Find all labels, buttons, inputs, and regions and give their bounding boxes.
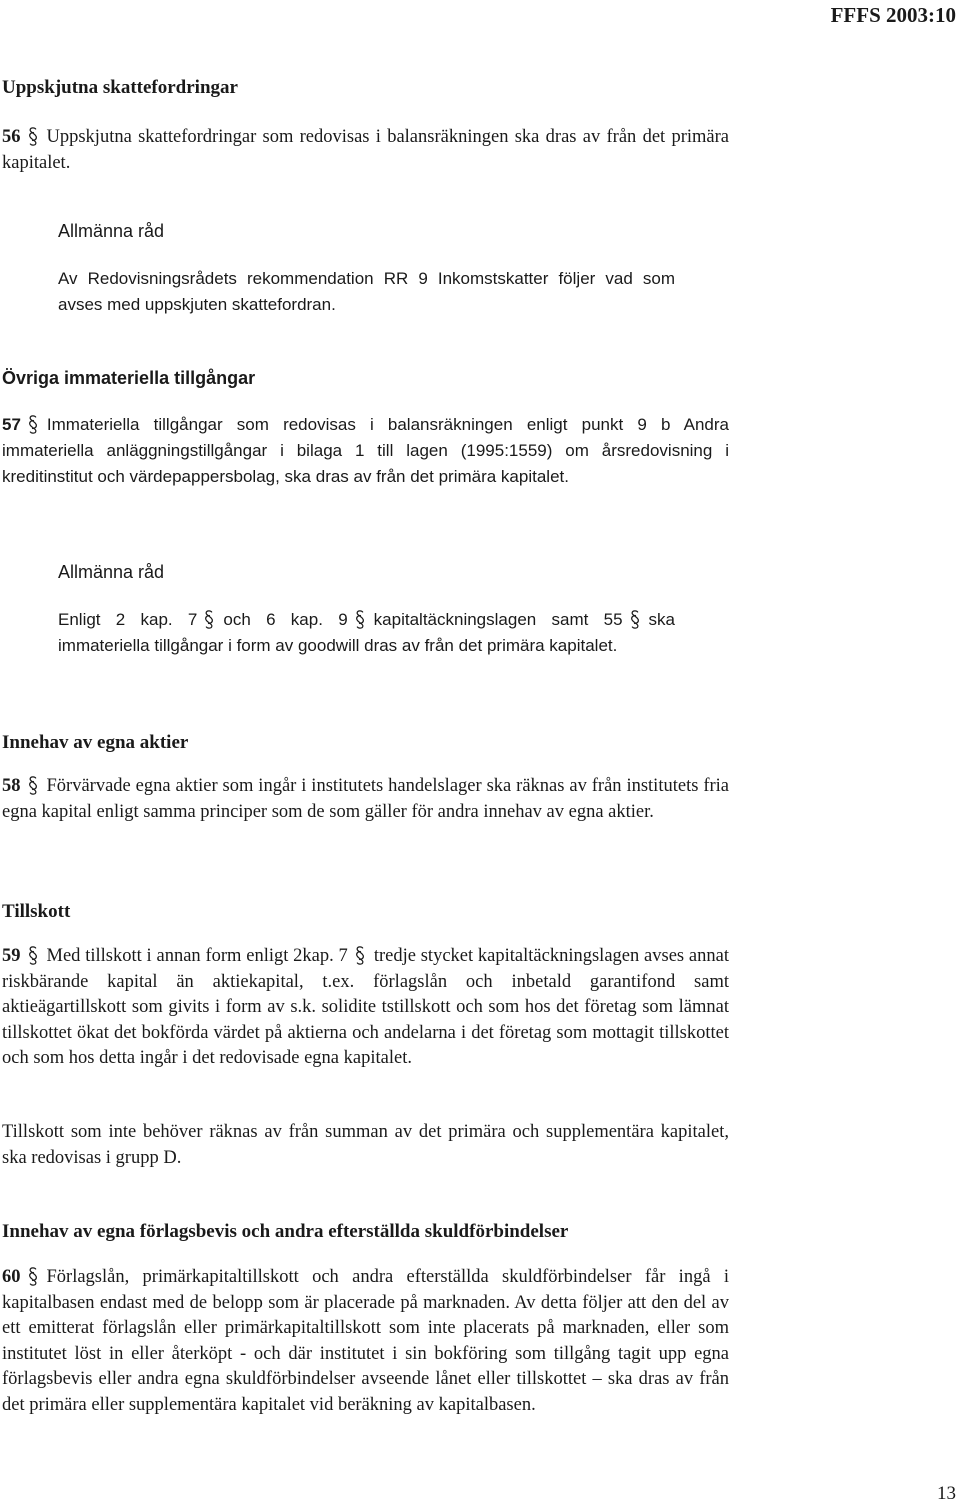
paragraph-number: 56 xyxy=(2,127,21,147)
advice-text-part: ska immateriella tillgångar i form av goodwill dras av från det primära kapitalet. xyxy=(58,610,675,655)
advice-text-part: Enligt 2 kap. 7 xyxy=(58,610,198,629)
paragraph-60 xyxy=(2,1265,729,1418)
section-sign-icon xyxy=(27,775,39,796)
paragraph-text: Förvärvade egna aktier som ingår i institutets handelslager ska räknas av från institutets fria egna kapital enligt samma principer som de som gäller för andra innehav av egna aktier. xyxy=(2,776,729,822)
general-advice-label: Allmänna råd xyxy=(58,221,165,241)
general-advice-label: Allmänna råd xyxy=(58,562,165,582)
section-heading-own-shares: Innehav av egna aktier xyxy=(2,732,189,753)
section-heading-deferred-tax: Uppskjutna skattefordringar xyxy=(2,77,238,98)
section-sign-icon xyxy=(354,609,366,630)
section-sign-icon xyxy=(354,945,366,966)
paragraph-text: Immateriella tillgångar som redovisas i balansräkningen enligt punkt 9 b Andra immateriella anläggningstillgångar i bilaga 1 till lagen (1995:1559) om årsredovisning i kreditinstitut och värdepappersbolag, ska dras av från det primära kapitalet. xyxy=(2,415,729,486)
advice-text-part: och 6 kap. 9 xyxy=(223,610,348,629)
paragraph-text: Med tillskott i annan form enligt 2kap. 7 xyxy=(46,946,348,966)
paragraph-number: 58 xyxy=(2,776,21,796)
section-heading-other-intangibles: Övriga immateriella tillgångar xyxy=(2,368,256,388)
section-sign-icon xyxy=(27,126,39,147)
page-number: 13 xyxy=(937,1483,956,1504)
paragraph-text: Uppskjutna skattefordringar som redovisas i balansräkningen ska dras av från det primära kapitalet. xyxy=(2,127,729,173)
section-sign-icon xyxy=(629,609,641,630)
section-sign-icon xyxy=(203,609,215,630)
section-sign-icon xyxy=(27,945,39,966)
paragraph-59-continued: Tillskott som inte behöver räknas av från summan av det primära och supplementära kapitalet, ska redovisas i grupp D. xyxy=(2,1122,729,1168)
paragraph-59 xyxy=(2,944,729,1072)
general-advice-text xyxy=(58,607,675,659)
section-heading-subordinated-debt: Innehav av egna förlagsbevis och andra efterställda skuldförbindelser xyxy=(2,1221,569,1242)
paragraph-number: 57 xyxy=(2,415,21,434)
section-sign-icon xyxy=(27,414,39,435)
general-advice-text: Av Redovisningsrådets rekommendation RR 9 Inkomstskatter följer vad som avses med uppskjuten skattefordran. xyxy=(58,269,675,314)
advice-text-part: kapitaltäckningslagen samt 55 xyxy=(373,610,623,629)
paragraph-number: 60 xyxy=(2,1267,21,1287)
paragraph-56 xyxy=(2,125,729,176)
paragraph-number: 59 xyxy=(2,946,21,966)
paragraph-text: tredje stycket kapitaltäckningslagen avses annat riskbärande kapital än aktiekapital, t.ex. förlagslån och inbetald garantifond samt aktieägartillskott som givits i form av s.k. solidite tstillskott och som hos det företag som lämnat tillskottet ökat det bokförda värdet på aktierna och andelarna i det företag som mottagit tillskottet och som hos detta ingår i det redovisade egna kapitalet. xyxy=(2,946,729,1068)
paragraph-text: Förlagslån, primärkapitaltillskott och andra efterställda skuldförbindelser får ingå i kapitalbasen endast med de belopp som är placerade på marknaden. Av detta följer att den del av ett emitterat förlagslån eller primärkapitaltillskott som inte placerats på marknaden, eller som institutet löst in eller återköpt - och där institutet i sin bokföring som tillgång tagit upp egna förlagsbevis eller andra egna skuldförbindelser avseende lånet eller tillskottet – ska dras av från det primära eller supplementära kapitalet vid beräkning av kapitalbasen. xyxy=(2,1267,729,1415)
paragraph-57 xyxy=(2,412,729,490)
section-sign-icon xyxy=(27,1266,39,1287)
document-id: FFFS 2003:10 xyxy=(830,3,956,27)
section-heading-contributions: Tillskott xyxy=(2,901,71,922)
paragraph-58 xyxy=(2,774,729,825)
